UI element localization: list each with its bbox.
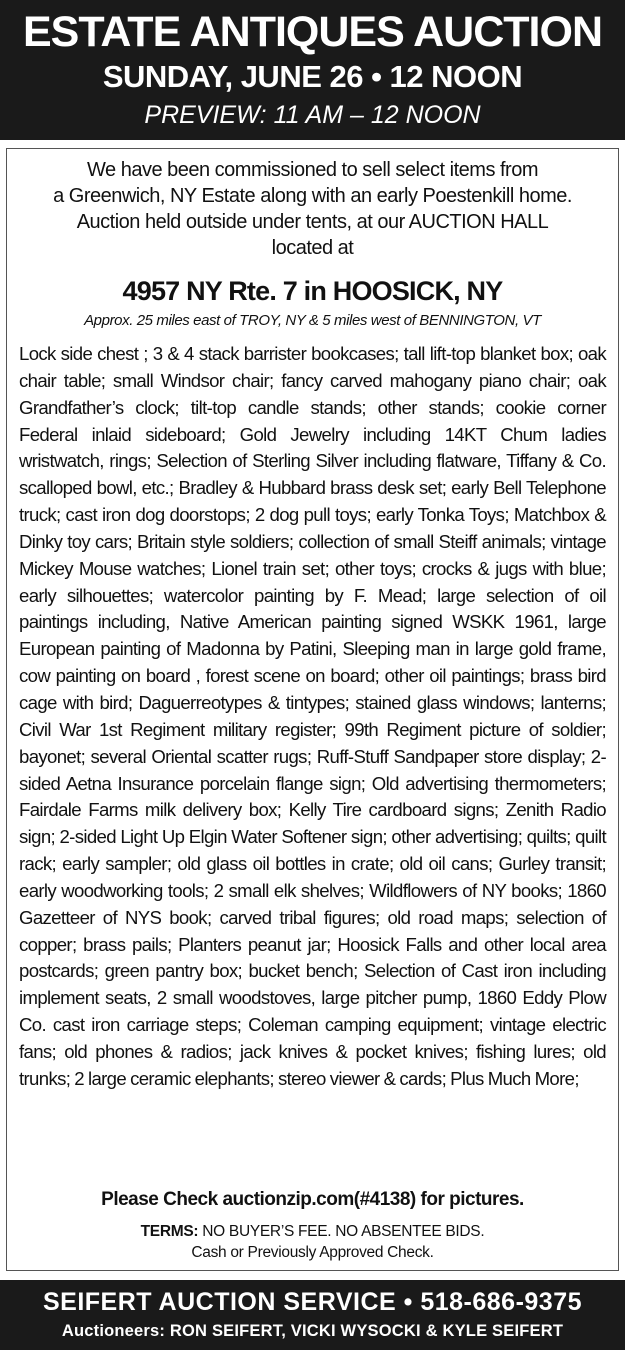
directions-note: Approx. 25 miles east of TROY, NY & 5 miles west of BENNINGTON, VT: [84, 312, 541, 329]
auction-date: SUNDAY, JUNE 26 • 12 NOON: [102, 59, 523, 94]
intro-line: a Greenwich, NY Estate along with an early Poestenkill home.: [53, 185, 572, 207]
intro-line: located at: [271, 237, 354, 259]
company-contact: SEIFERT AUCTION SERVICE • 518-686-9375: [42, 1288, 583, 1316]
terms-line: [7, 1221, 618, 1242]
terms: [7, 1221, 618, 1263]
terms-line-2: Cash or Previously Approved Check.: [191, 1244, 434, 1261]
intro-line: Auction held outside under tents, at our AUCTION HALL: [76, 211, 549, 233]
auction-address: 4957 NY Rte. 7 in HOOSICK, NY: [122, 276, 503, 306]
header-banner: [0, 0, 625, 140]
website-note: Please Check auctionzip.com(#4138) for pictures.: [101, 1189, 524, 1210]
items-list: Lock side chest ; 3 & 4 stack barrister bookcases; tall lift-top blanket box; oak chair table; small Windsor chair; fancy carved mahogany piano chair; oak Grandfather’s clock; tilt-top candle stands; other stands; cookie corner Federal inlaid sideboard; Gold Jewelry including 14KT Chum ladies wristwatch, rings; Selection of Sterling Silver including flatware, Tiffany & Co. scalloped bowl, etc.; Bradley & Hubbard brass desk set; early Bell Telephone truck; cast iron dog doorstops; 2 dog pull toys; early Tonka Toys; Matchbox & Dinky toy cars; Britain style soldiers; collection of small Steiff animals; vintage Mickey Mouse watches; Lionel train set; other toys; crocks & jugs with blue; early silhouettes; watercolor painting by F. Mead; large selection of oil paintings including, Native American painting signed WSKK 1961, large European painting of Madonna by Patini, Sleeping man in large gold frame, cow painting on board , forest scene on board; other oil paintings; brass bird cage with bird; Daguerreotypes & tintypes; stained glass windows; lanterns; Civil War 1st Regiment military register; 99th Regiment picture of soldier; bayonet; several Oriental scatter rugs; Ruff-Stuff Sandpaper store display; 2-sided Aetna Insurance porcelain flange sign; Old advertising thermometers; Fairdale Farms milk delivery box; Kelly Tire cardboard signs; Zenith Radio sign; 2-sided Light Up Elgin Water Softener sign; other advertising; quilts; quilt rack; early sampler; old glass oil bottles in crate; old oil cans; Gurley transit; early woodworking tools; 2 small elk shelves; Wildflowers of NY books; 1860 Gazetteer of NYS book; carved tribal figures; old road maps; selection of copper; brass pails; Planters peanut jar; Hoosick Falls and other local area postcards; green pantry box; bucket bench; Selection of Cast iron including implement seats, 2 small woodstoves, large pitcher pump, 1860 Eddy Plow Co. cast iron carriage steps; Coleman camping equipment; vintage electric fans; old phones & radios; jack knives & pocket knives; fishing lures; old trunks; 2 large ceramic elephants; stereo viewer & cards; Plus Much More;: [19, 343, 606, 1089]
preview-time: PREVIEW: 11 AM – 12 NOON: [144, 101, 481, 129]
auctioneers-list: Auctioneers: RON SEIFERT, VICKI WYSOCKI & KYLE SEIFERT: [61, 1322, 564, 1340]
content-box: [6, 148, 619, 1271]
intro-text: [7, 157, 618, 261]
ad-title: ESTATE ANTIQUES AUCTION: [23, 8, 602, 56]
terms-label: TERMS:: [140, 1223, 199, 1240]
footer-banner: [0, 1280, 625, 1350]
terms-text: NO BUYER’S FEE. NO ABSENTEE BIDS.: [202, 1223, 485, 1240]
intro-line: We have been commissioned to sell select items from: [87, 159, 538, 181]
